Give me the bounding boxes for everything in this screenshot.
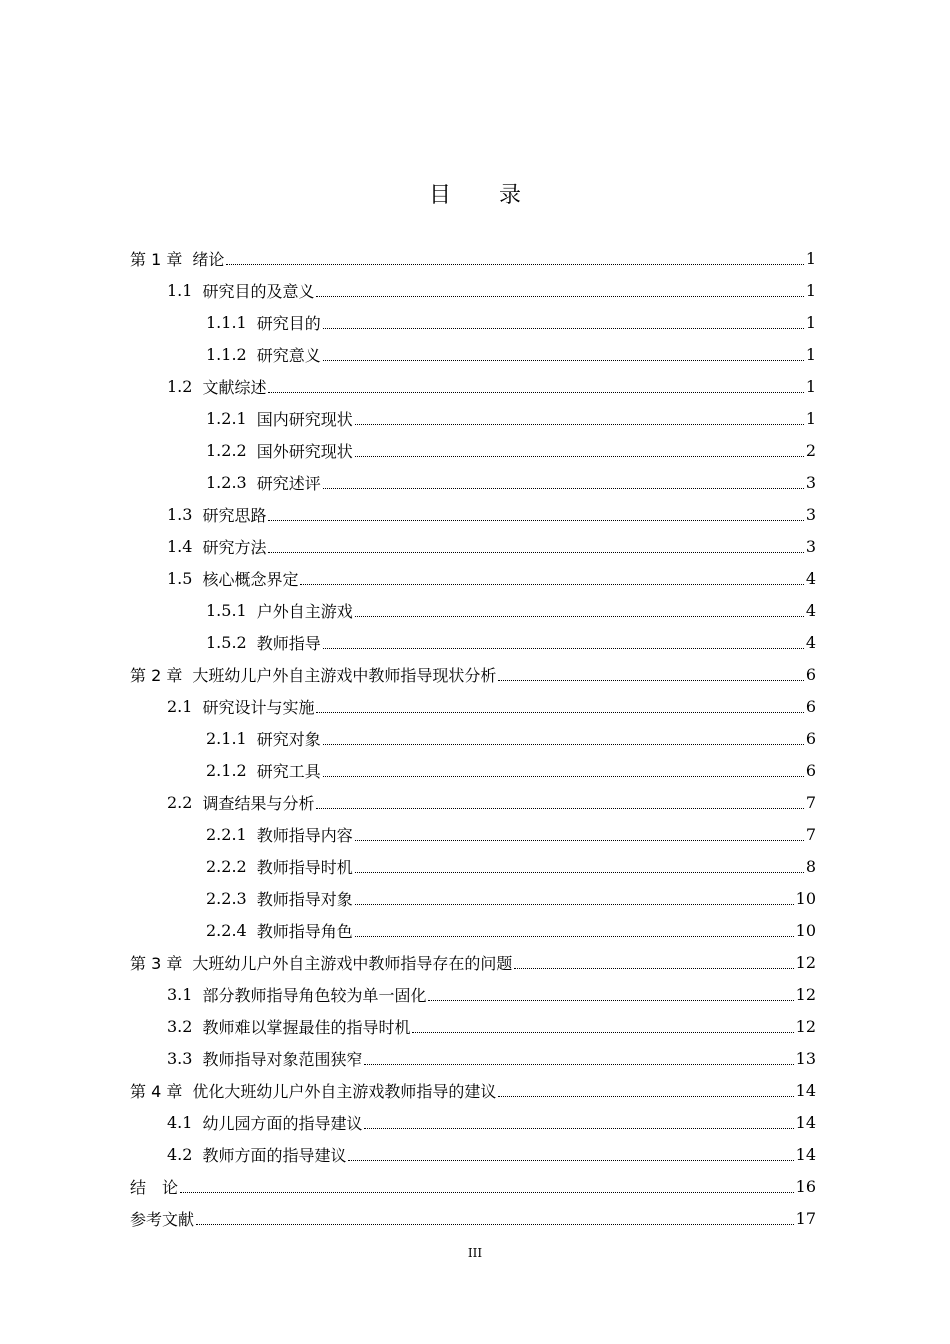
toc-entry-number: 1.2.2: [206, 440, 247, 460]
toc-entry-number: 第 4 章: [130, 1081, 183, 1101]
toc-dot-leader: [355, 423, 804, 425]
toc-entry-page: 14: [795, 1080, 816, 1100]
toc-entry[interactable]: [130, 1138, 816, 1170]
toc-entry-page: 10: [795, 920, 816, 940]
toc-entry-number: 2.2.1: [206, 824, 247, 844]
toc-dot-leader: [316, 295, 803, 297]
toc-dot-leader: [348, 1159, 793, 1161]
toc-dot-leader: [364, 1127, 793, 1129]
toc-entry-title: 绪论: [192, 249, 225, 269]
toc-dot-leader: [268, 391, 803, 393]
toc-entry-title: 国内研究现状: [256, 409, 353, 429]
table-of-contents: [130, 242, 816, 1234]
toc-entry-number: 1.1: [167, 280, 193, 300]
toc-entry[interactable]: [130, 1202, 816, 1234]
toc-entry[interactable]: [130, 498, 816, 530]
toc-entry-number: 1.5: [167, 568, 193, 588]
toc-dot-leader: [300, 583, 803, 585]
toc-entry-page: 2: [805, 440, 816, 460]
toc-entry[interactable]: [130, 658, 816, 690]
toc-dot-leader: [268, 551, 803, 553]
toc-entry-number: 2.1.2: [206, 760, 247, 780]
toc-dot-leader: [323, 327, 804, 329]
toc-entry-title: 教师难以掌握最佳的指导时机: [202, 1017, 411, 1037]
toc-entry-title: 文献综述: [202, 377, 267, 397]
toc-entry-number: 3.2: [167, 1016, 193, 1036]
toc-dot-leader: [355, 903, 794, 905]
toc-entry-number: 1.5.1: [206, 600, 247, 620]
toc-entry-number: 1.1.2: [206, 344, 247, 364]
toc-entry-page: 12: [795, 1016, 816, 1036]
toc-entry-number: 1.2: [167, 376, 193, 396]
toc-entry-number: 2.2.4: [206, 920, 247, 940]
toc-entry[interactable]: [130, 1074, 816, 1106]
toc-entry-page: 16: [795, 1176, 816, 1196]
toc-entry-title: 大班幼儿户外自主游戏中教师指导存在的问题: [192, 953, 513, 973]
toc-entry-title: 部分教师指导角色较为单一固化: [202, 985, 427, 1005]
toc-entry-page: 13: [795, 1048, 816, 1068]
toc-entry-page: 3: [805, 504, 816, 524]
toc-entry[interactable]: [130, 850, 816, 882]
toc-entry[interactable]: [130, 786, 816, 818]
toc-entry-page: 3: [805, 472, 816, 492]
toc-entry[interactable]: [130, 946, 816, 978]
toc-entry-page: 6: [805, 664, 816, 684]
page-number: III: [467, 1246, 483, 1260]
toc-entry[interactable]: [130, 562, 816, 594]
toc-entry[interactable]: [130, 338, 816, 370]
toc-entry-title: 研究述评: [256, 473, 321, 493]
toc-entry-title: 幼儿园方面的指导建议: [202, 1113, 363, 1133]
toc-dot-leader: [196, 1223, 794, 1225]
toc-entry-title: 研究方法: [202, 537, 267, 557]
toc-dot-leader: [412, 1031, 793, 1033]
toc-entry-title: 核心概念界定: [202, 569, 299, 589]
toc-entry-number: 4.1: [167, 1112, 193, 1132]
toc-entry-page: 1: [805, 376, 816, 396]
toc-dot-leader: [316, 711, 803, 713]
toc-dot-leader: [268, 519, 803, 521]
toc-entry-title: 参考文献: [130, 1209, 195, 1229]
toc-entry[interactable]: [130, 690, 816, 722]
toc-entry[interactable]: [130, 626, 816, 658]
toc-entry-number: 1.2.3: [206, 472, 247, 492]
toc-entry-page: 17: [795, 1208, 816, 1228]
toc-dot-leader: [323, 487, 804, 489]
toc-entry-page: 12: [795, 952, 816, 972]
toc-entry-page: 4: [805, 632, 816, 652]
toc-dot-leader: [355, 839, 804, 841]
toc-entry[interactable]: [130, 530, 816, 562]
toc-entry[interactable]: [130, 1010, 816, 1042]
toc-dot-leader: [316, 807, 803, 809]
toc-entry-page: 1: [805, 344, 816, 364]
toc-entry-page: 7: [805, 792, 816, 812]
toc-entry-number: 1.2.1: [206, 408, 247, 428]
toc-entry[interactable]: [130, 1106, 816, 1138]
toc-entry-number: 2.1.1: [206, 728, 247, 748]
toc-entry-number: 1.5.2: [206, 632, 247, 652]
toc-entry-number: 1.4: [167, 536, 193, 556]
toc-entry-title: 大班幼儿户外自主游戏中教师指导现状分析: [192, 665, 497, 685]
toc-dot-leader: [514, 967, 793, 969]
toc-entry-title: 教师指导: [256, 633, 321, 653]
toc-entry-title: 研究目的: [256, 313, 321, 333]
toc-dot-leader: [180, 1191, 794, 1193]
toc-entry-title: 教师指导角色: [256, 921, 353, 941]
toc-entry-page: 6: [805, 728, 816, 748]
toc-entry-page: 8: [805, 856, 816, 876]
toc-dot-leader: [226, 263, 803, 265]
toc-entry-number: 2.2.3: [206, 888, 247, 908]
toc-dot-leader: [355, 455, 804, 457]
toc-entry-number: 1.3: [167, 504, 193, 524]
toc-entry[interactable]: [130, 402, 816, 434]
toc-entry-page: 7: [805, 824, 816, 844]
toc-entry[interactable]: [130, 242, 816, 274]
page-title-char-2: 录: [499, 183, 522, 208]
toc-entry-number: 4.2: [167, 1144, 193, 1164]
toc-entry-number: 第 3 章: [130, 953, 183, 973]
toc-entry-title: 教师指导对象: [256, 889, 353, 909]
toc-entry-title: 国外研究现状: [256, 441, 353, 461]
toc-entry-page: 12: [795, 984, 816, 1004]
toc-entry-title: 研究目的及意义: [202, 281, 315, 301]
toc-entry-title: 优化大班幼儿户外自主游戏教师指导的建议: [192, 1081, 497, 1101]
toc-entry-number: 第 1 章: [130, 249, 183, 269]
toc-entry[interactable]: [130, 818, 816, 850]
toc-entry[interactable]: [130, 466, 816, 498]
toc-entry-title: 研究对象: [256, 729, 321, 749]
toc-entry-title: 研究工具: [256, 761, 321, 781]
toc-dot-leader: [323, 775, 804, 777]
toc-entry[interactable]: [130, 434, 816, 466]
toc-entry[interactable]: [130, 1042, 816, 1074]
toc-entry-title: 结 论: [130, 1177, 179, 1197]
toc-entry-number: 2.1: [167, 696, 193, 716]
toc-dot-leader: [323, 743, 804, 745]
toc-entry[interactable]: [130, 978, 816, 1010]
toc-entry-number: 2.2.2: [206, 856, 247, 876]
toc-entry[interactable]: [130, 594, 816, 626]
toc-entry-number: 1.1.1: [206, 312, 247, 332]
toc-dot-leader: [355, 615, 804, 617]
toc-entry[interactable]: [130, 306, 816, 338]
toc-dot-leader: [364, 1063, 793, 1065]
toc-entry-page: 1: [805, 248, 816, 268]
toc-entry-title: 研究设计与实施: [202, 697, 315, 717]
toc-entry[interactable]: [130, 1170, 816, 1202]
toc-entry-page: 6: [805, 760, 816, 780]
toc-entry[interactable]: [130, 370, 816, 402]
toc-entry-page: 6: [805, 696, 816, 716]
toc-entry-title: 调查结果与分析: [202, 793, 315, 813]
toc-entry-page: 4: [805, 568, 816, 588]
toc-dot-leader: [355, 935, 794, 937]
toc-entry-page: 1: [805, 280, 816, 300]
toc-entry-page: 14: [795, 1144, 816, 1164]
toc-entry[interactable]: [130, 754, 816, 786]
toc-entry[interactable]: [130, 722, 816, 754]
toc-entry-page: 1: [805, 312, 816, 332]
toc-entry-page: 10: [795, 888, 816, 908]
toc-entry-page: 4: [805, 600, 816, 620]
toc-entry[interactable]: [130, 882, 816, 914]
toc-entry-title: 户外自主游戏: [256, 601, 353, 621]
toc-entry-title: 研究意义: [256, 345, 321, 365]
toc-dot-leader: [498, 1095, 793, 1097]
toc-dot-leader: [498, 679, 803, 681]
toc-entry-page: 3: [805, 536, 816, 556]
toc-entry-number: 3.3: [167, 1048, 193, 1068]
toc-entry-title: 教师指导对象范围狭窄: [202, 1049, 363, 1069]
toc-entry-number: 2.2: [167, 792, 193, 812]
toc-entry-page: 14: [795, 1112, 816, 1132]
toc-entry-title: 教师指导内容: [256, 825, 353, 845]
toc-entry-title: 教师方面的指导建议: [202, 1145, 347, 1165]
toc-entry-title: 研究思路: [202, 505, 267, 525]
toc-dot-leader: [428, 999, 793, 1001]
toc-entry-page: 1: [805, 408, 816, 428]
toc-entry[interactable]: [130, 274, 816, 306]
toc-dot-leader: [323, 359, 804, 361]
toc-entry-number: 第 2 章: [130, 665, 183, 685]
toc-entry-title: 教师指导时机: [256, 857, 353, 877]
toc-dot-leader: [323, 647, 804, 649]
toc-entry-number: 3.1: [167, 984, 193, 1004]
toc-dot-leader: [355, 871, 804, 873]
page-title: [0, 178, 950, 209]
toc-entry[interactable]: [130, 914, 816, 946]
page-title-char-1: 目: [428, 183, 451, 208]
